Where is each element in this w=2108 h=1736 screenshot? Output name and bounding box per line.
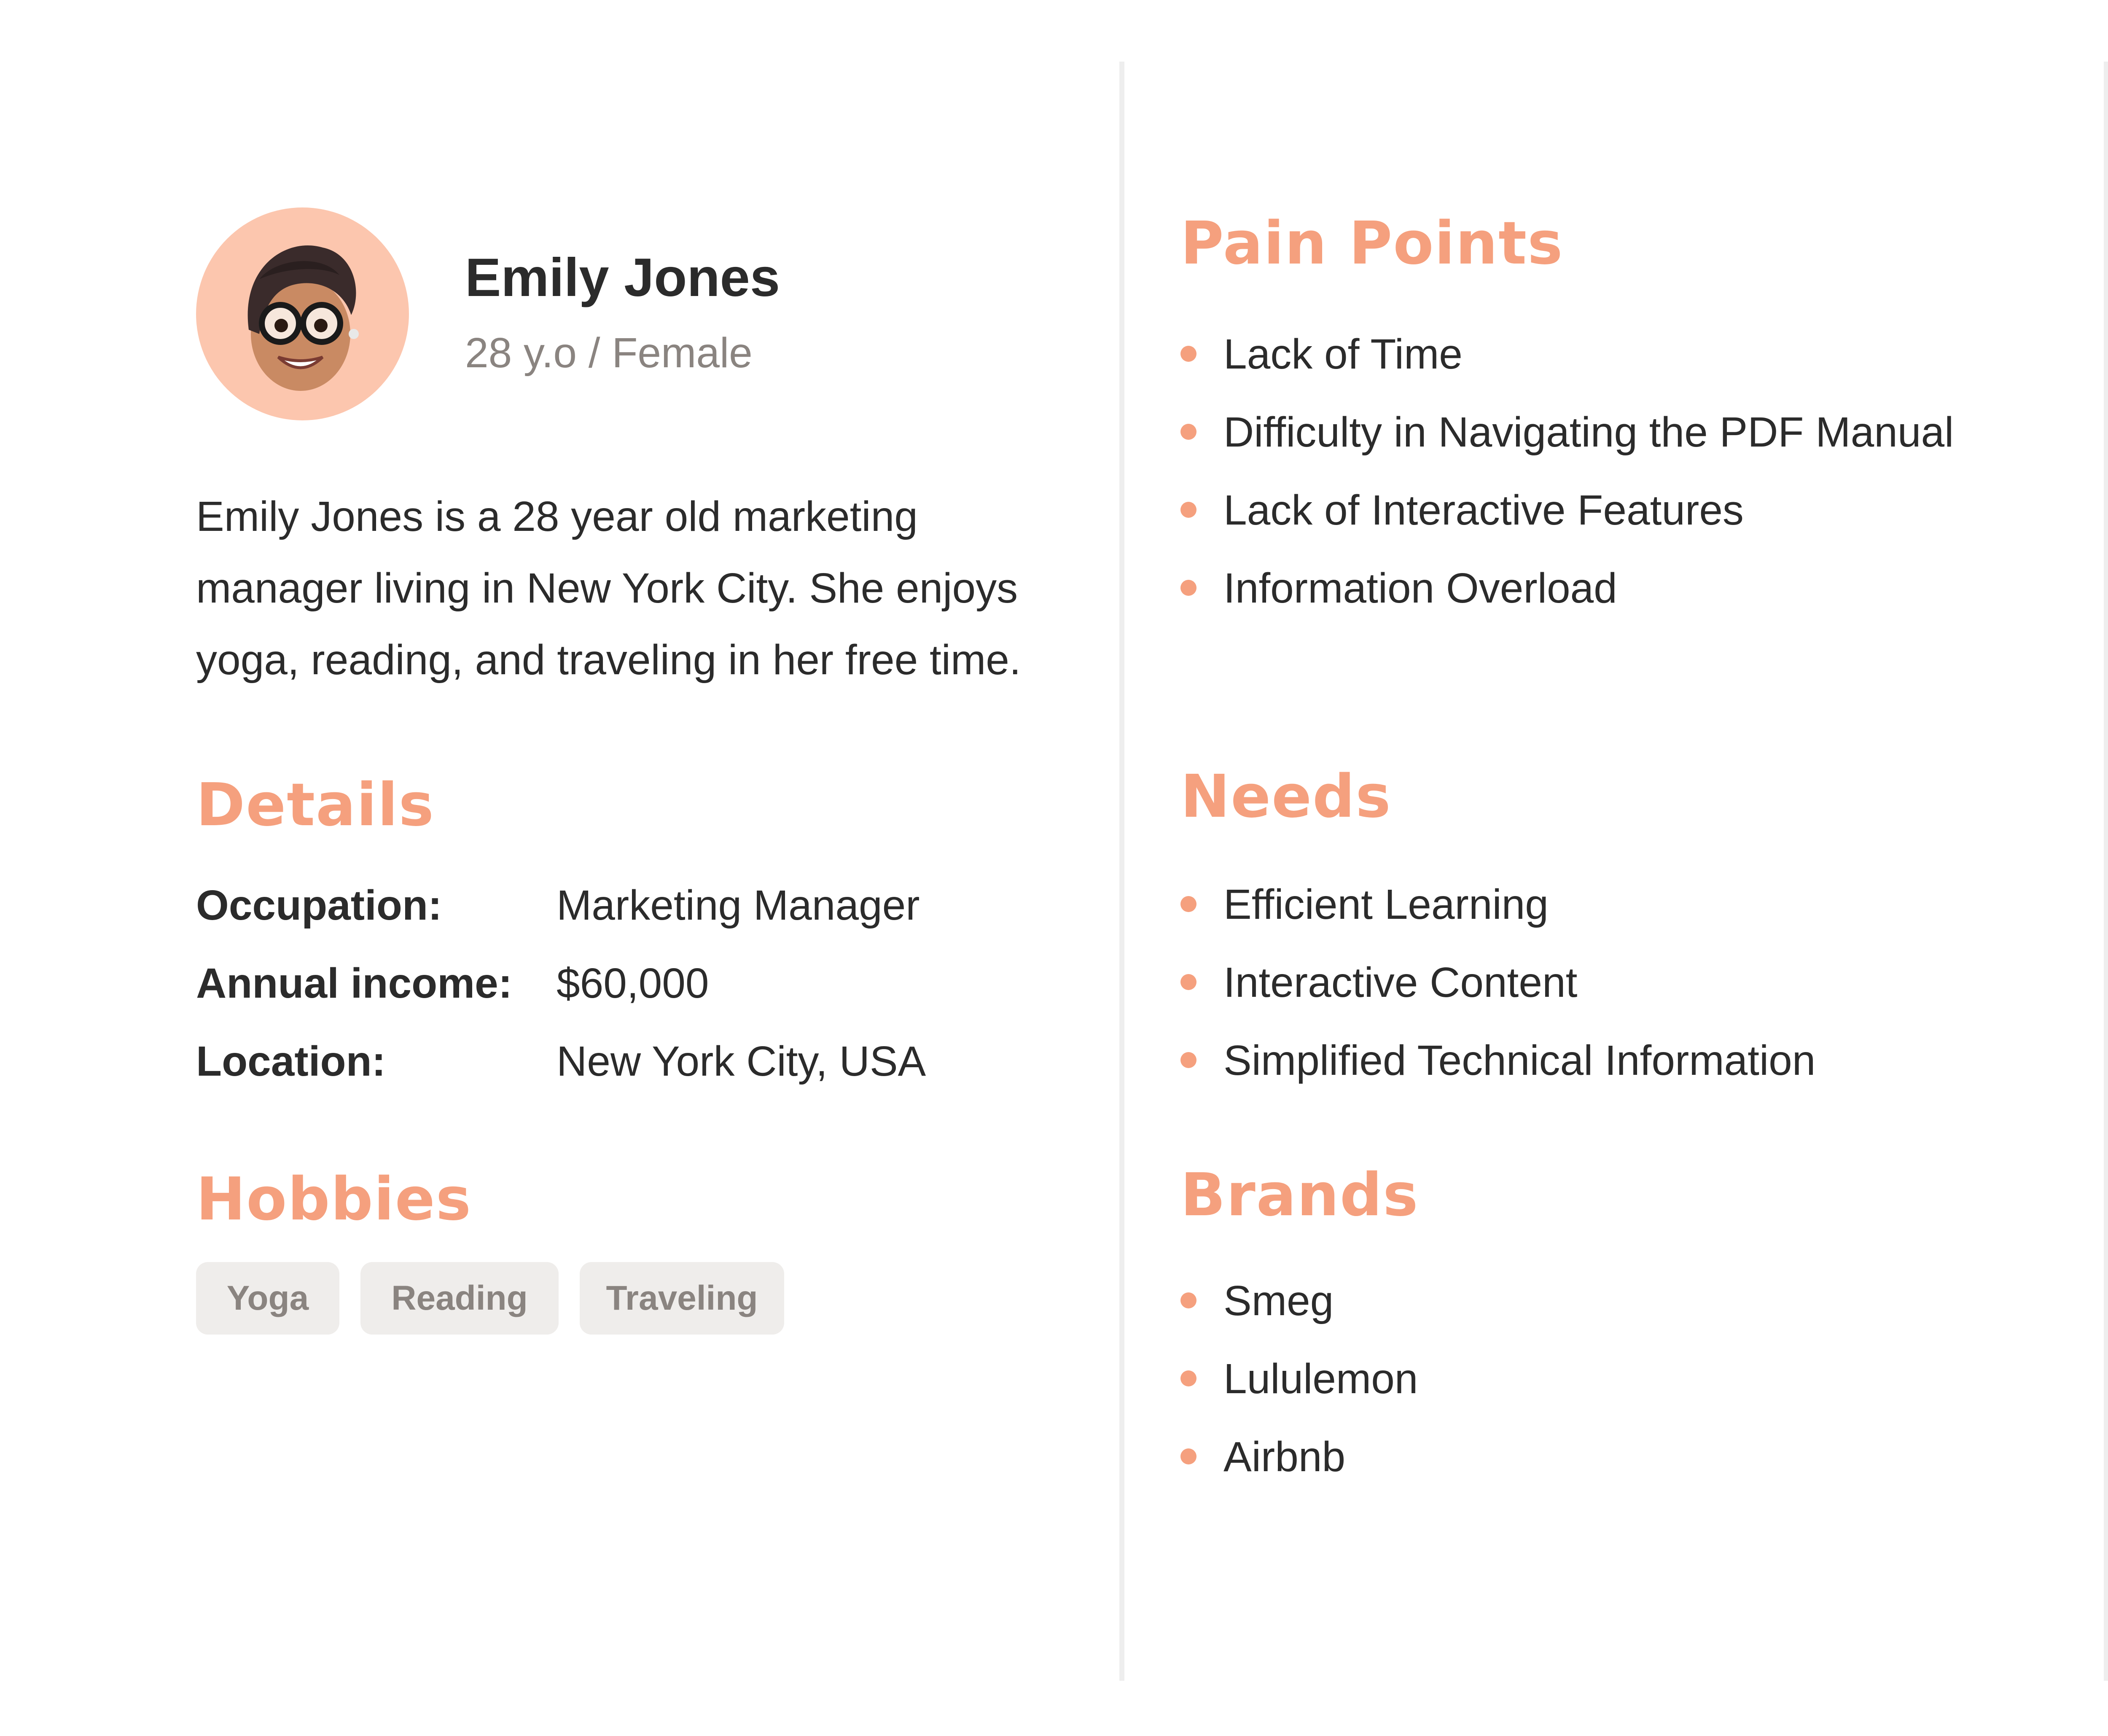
persona-name: Emily Jones xyxy=(465,248,780,308)
brands-heading: Brands xyxy=(1180,1161,1419,1230)
list-item xyxy=(1180,563,1954,641)
list-item-text: Simplified Technical Information xyxy=(1223,1037,1816,1084)
bullet-icon xyxy=(1180,424,1197,440)
hobby-tag: Reading xyxy=(360,1262,559,1335)
detail-label: Occupation: xyxy=(196,882,442,929)
pain-points-heading: Pain Points xyxy=(1180,209,1564,278)
bullet-icon xyxy=(1180,580,1197,596)
hobby-tag: Yoga xyxy=(196,1262,339,1335)
needs-list xyxy=(1180,879,1815,1113)
bullet-icon xyxy=(1180,1448,1197,1464)
bullet-icon xyxy=(1180,896,1197,912)
list-item xyxy=(1180,407,1954,485)
bullet-icon xyxy=(1180,502,1197,518)
list-item xyxy=(1180,329,1954,407)
list-item xyxy=(1180,1354,1418,1432)
list-item-text: Airbnb xyxy=(1223,1433,1346,1480)
list-item xyxy=(1180,1432,1418,1510)
bullet-icon xyxy=(1180,1370,1197,1386)
detail-label: Location: xyxy=(196,1038,386,1085)
persona-bio: Emily Jones is a 28 year old marketing manager living in New York City. She enjoys yoga, reading, and traveling in her free time. xyxy=(196,493,1021,684)
list-item-text: Smeg xyxy=(1223,1277,1334,1324)
column-divider xyxy=(1119,62,1124,1681)
list-item xyxy=(1180,957,1815,1035)
bullet-icon xyxy=(1180,1052,1197,1068)
list-item-text: Efficient Learning xyxy=(1223,881,1549,928)
column-divider xyxy=(2104,62,2108,1681)
bullet-icon xyxy=(1180,1292,1197,1308)
detail-value: New York City, USA xyxy=(557,1038,926,1085)
detail-label: Annual income: xyxy=(196,960,513,1007)
hobby-tag: Traveling xyxy=(580,1262,784,1335)
avatar xyxy=(196,207,409,420)
list-item xyxy=(1180,879,1815,957)
hobbies-heading: Hobbies xyxy=(196,1165,472,1234)
pain-points-list xyxy=(1180,329,1954,641)
list-item-text: Lack of Time xyxy=(1223,331,1463,378)
detail-value: Marketing Manager xyxy=(557,882,920,929)
persona-subtitle: 28 y.o / Female xyxy=(465,329,753,377)
list-item-text: Difficulty in Navigating the PDF Manual xyxy=(1223,409,1954,456)
list-item xyxy=(1180,1035,1815,1113)
bullet-icon xyxy=(1180,974,1197,990)
list-item-text: Lack of Interactive Features xyxy=(1223,487,1744,534)
brands-list xyxy=(1180,1276,1418,1510)
needs-heading: Needs xyxy=(1180,762,1392,831)
memoji-avatar-icon xyxy=(196,207,409,420)
list-item xyxy=(1180,1276,1418,1354)
detail-value: $60,000 xyxy=(557,960,709,1007)
list-item-text: Lululemon xyxy=(1223,1355,1418,1402)
bullet-icon xyxy=(1180,346,1197,362)
list-item xyxy=(1180,485,1954,563)
list-item-text: Interactive Content xyxy=(1223,959,1578,1006)
details-heading: Details xyxy=(196,771,435,840)
list-item-text: Information Overload xyxy=(1223,565,1617,612)
